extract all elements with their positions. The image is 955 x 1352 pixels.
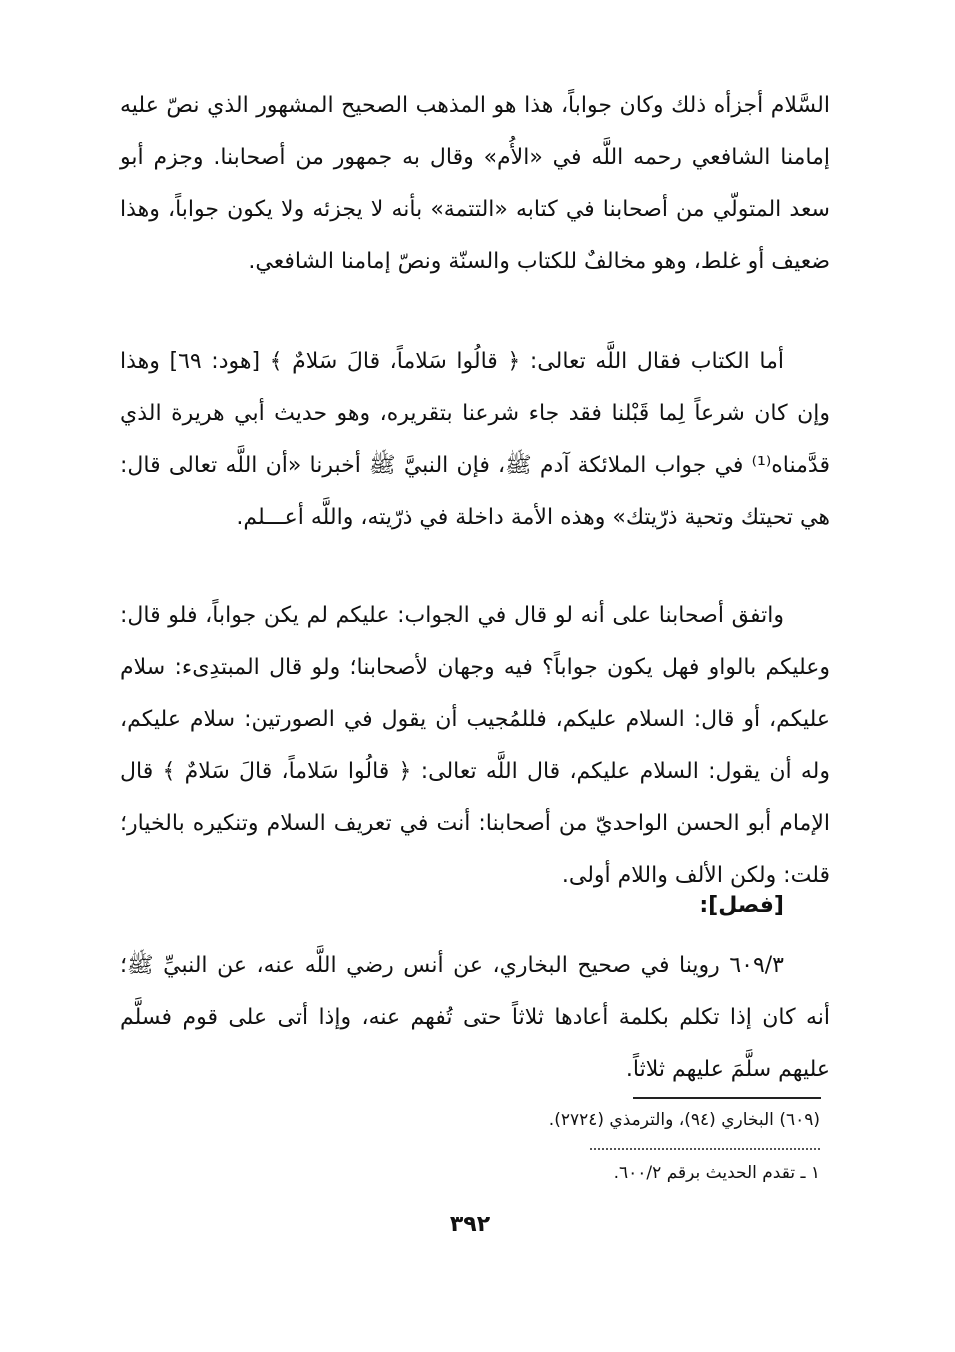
footnote-hadith-source: (٦٠٩) البخاري (٩٤)، والترمذي (٢٧٢٤). bbox=[548, 1110, 820, 1130]
paragraph-3: واتفق أصحابنا على أنه لو قال في الجواب: عليكم لم يكن جواباً، فلو قال: وعليكم بالواو فهل يكون جواباً؟ فيه وجهان لأصحابنا؛ ولو قال المبتدِىء: سلام عليكم، أو قال: السلام عليكم، فللمُجيب أن يقول في الصورتين: سلام عليكم، وله أن يقول: السلام عليكم، قال اللَّه تعالى: ﴿ قالُوا سَلاماً، قالَ سَلامٌ ﴾ قال الإمام أبو الحسن الواحديّ من أصحابنا: أنت في تعريف السلام وتنكيره بالخيار؛ قلت: ولكن الألف واللام أولى. bbox=[120, 603, 830, 888]
footnote-separator bbox=[633, 1097, 821, 1099]
paragraph-2: أما الكتاب فقال اللَّه تعالى: ﴿ قالُوا سَلاماً، قالَ سَلامٌ ﴾ [هود: ٦٩] وهذا وإن كان شرعاً لِما قَبْلنا فقد جاء شرعنا بتقريره، وهو حديث أبي هريرة الذي قدَّمناه⁽¹⁾ في جواب الملائكة آدم ﷺ، فإن النبيَّ ﷺ أخبرنا «أن اللَّه تعالى قال: هي تحيتك وتحية ذرّيتك» وهذه الأمة داخلة في ذرّيته، واللَّه أعـــلم. bbox=[120, 349, 830, 530]
footnote-dotted-divider bbox=[590, 1148, 820, 1150]
footnote-1: ١ ـ تقدم الحديث برقم ٦٠٠/٢. bbox=[613, 1163, 820, 1183]
paragraph-1: السَّلام أجزأه ذلك وكان جواباً، هذا هو المذهب الصحيح المشهور الذي نصّ عليه إمامنا الشافعي رحمه اللَّه في «الأُم» وقال به جمهور من أصحابنا. وجزم أبو سعد المتولّي من أصحابنا في كتابه «التتمة» بأنه لا يجزئه ولا يكون جواباً، وهذا ضعيف أو غلط، وهو مخالفٌ للكتاب والسنّة ونصّ إمامنا الشافعي. bbox=[120, 93, 830, 274]
paragraph-4: ٦٠٩/٣ روينا في صحيح البخاري، عن أنس رضي اللَّه عنه، عن النبيِّ ﷺ؛ أنه كان إذا تكلم بكلمة أعادها ثلاثاً حتى تُفهم عنه، وإذا أتى على قوم فسلَّم عليهم سلَّمَ عليهم ثلاثاً. bbox=[120, 953, 830, 1082]
section-heading: [فصل]: bbox=[699, 893, 784, 918]
page-number: ٣٩٢ bbox=[449, 1212, 491, 1237]
